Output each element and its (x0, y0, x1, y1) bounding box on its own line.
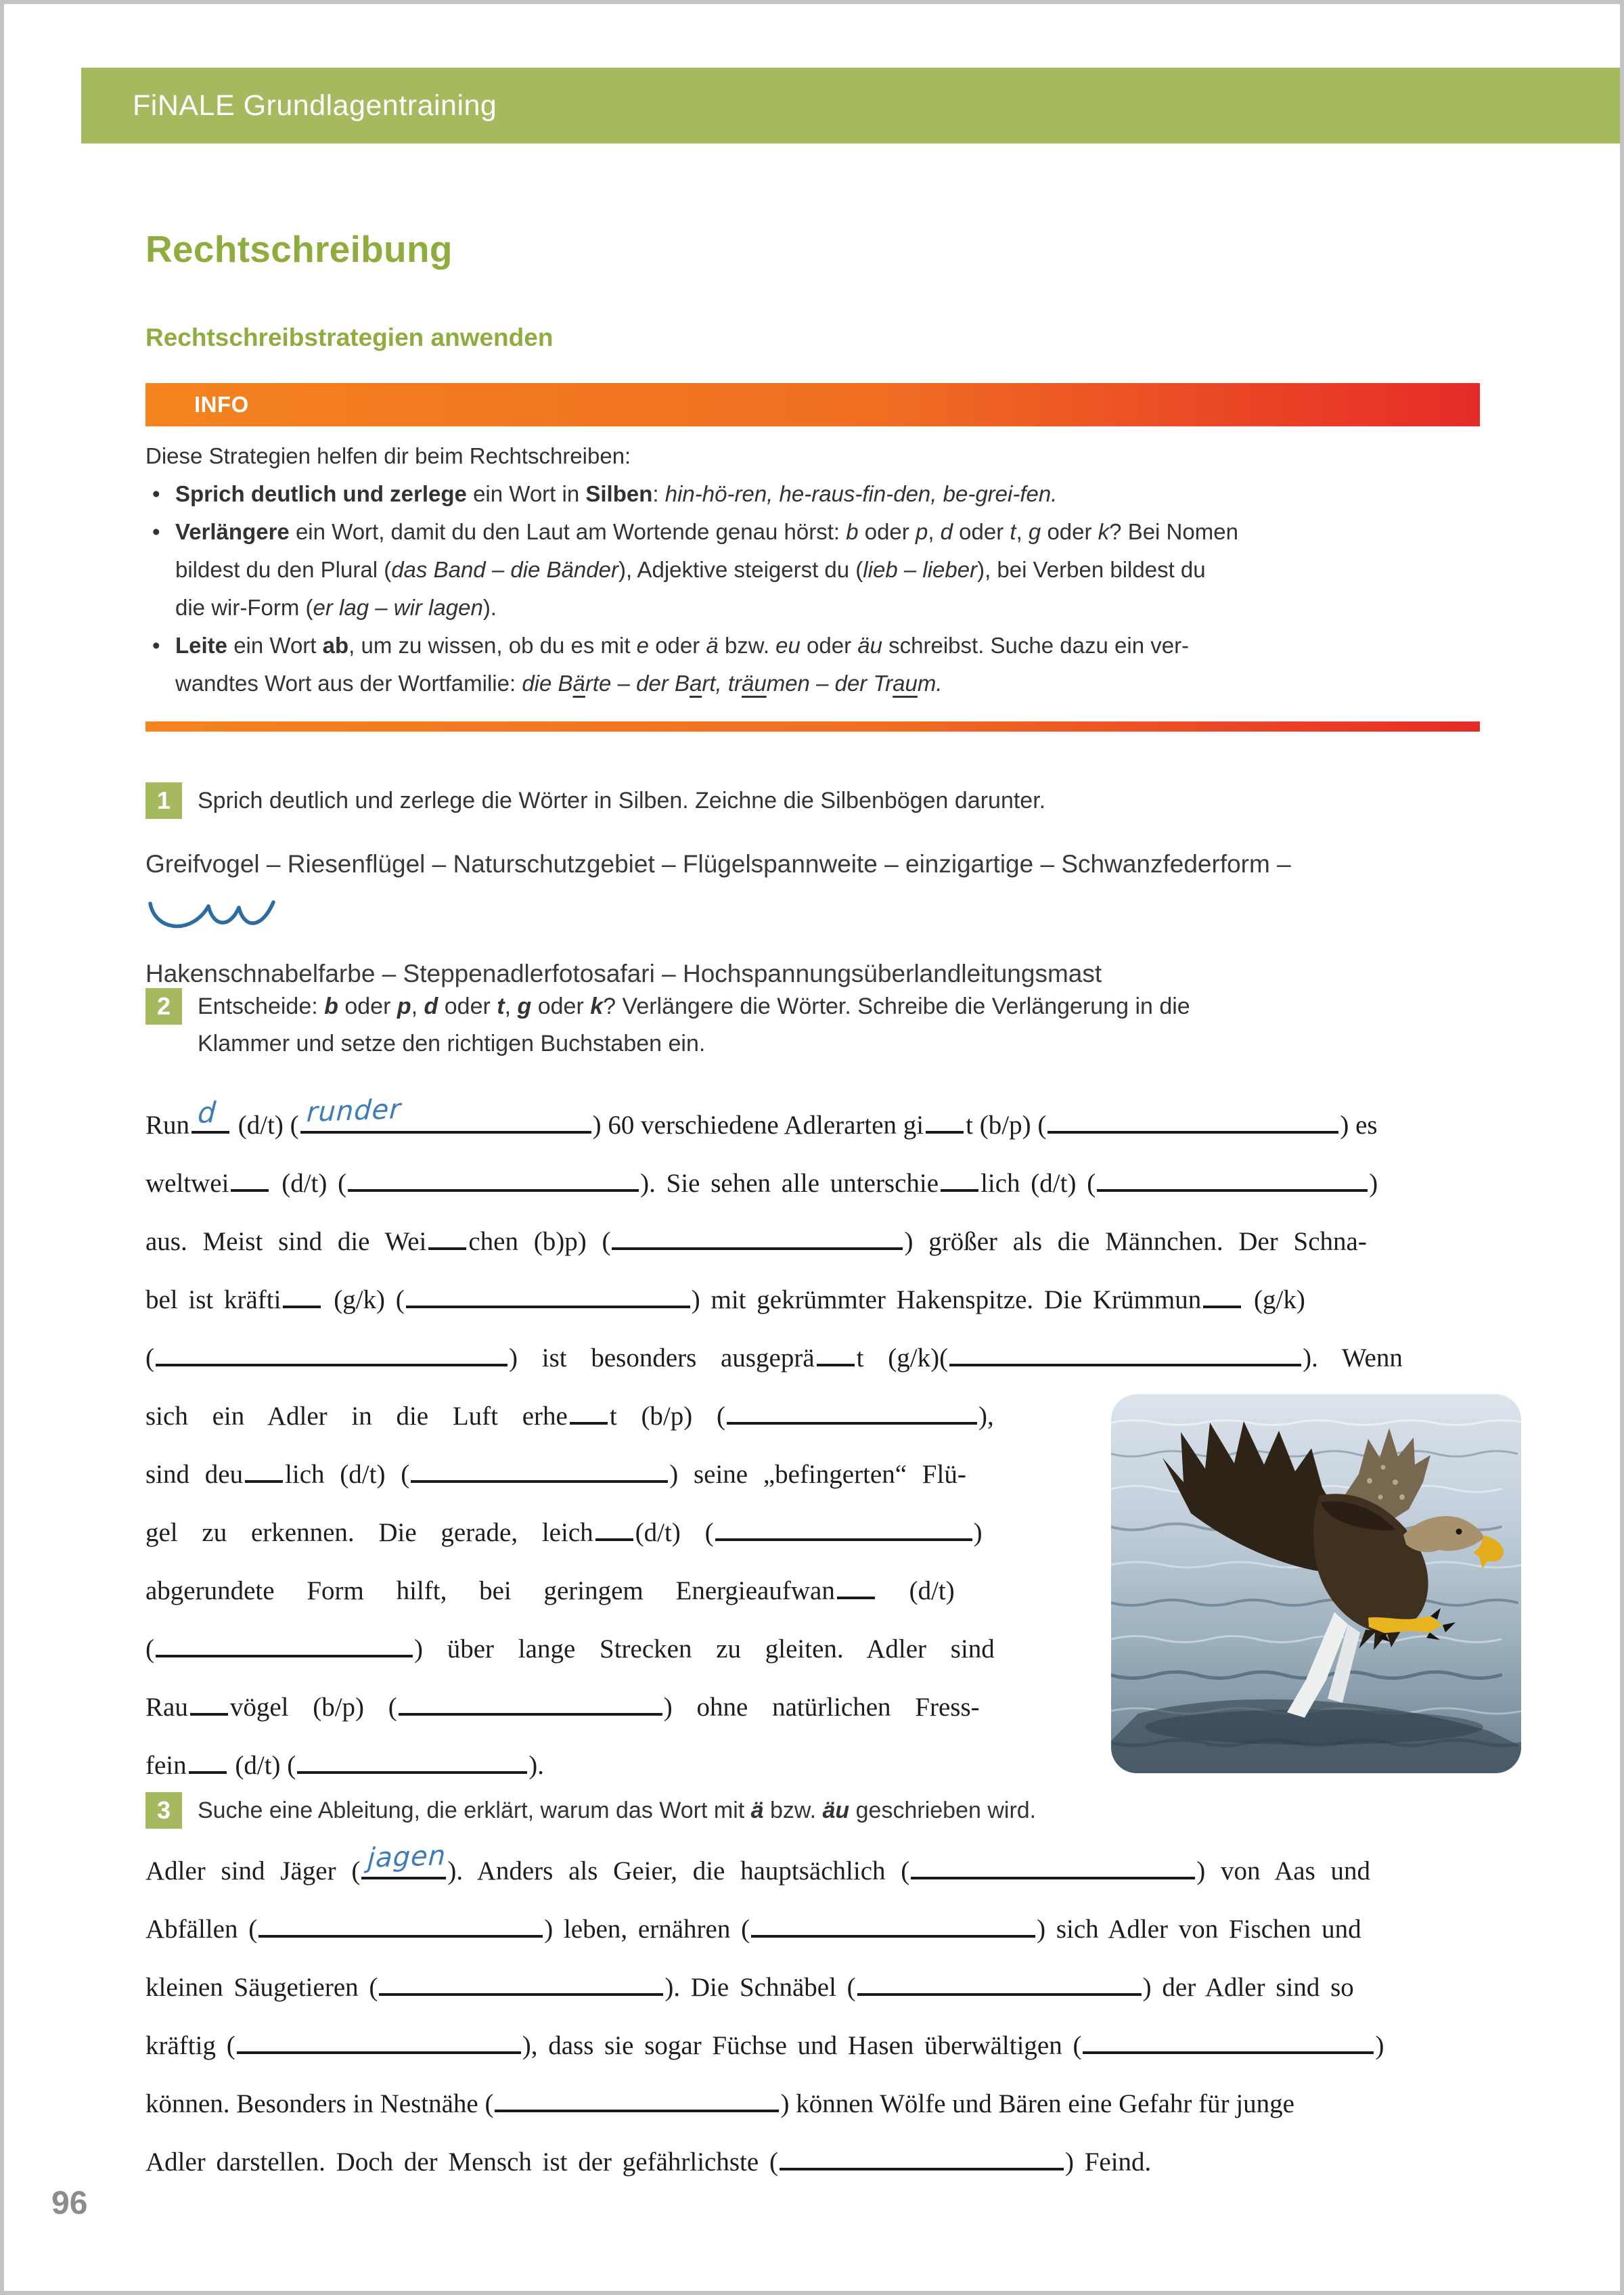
cloze-line: Rau vögel (b/p) ( ) ohne natürlichen Fress- (145, 1693, 980, 1722)
letter-gap[interactable] (570, 1419, 608, 1425)
cloze-line: kräftig ( ), dass sie sogar Füchse und Hasen überwältigen ( ) (145, 2031, 1384, 2060)
cloze-line: ( ) über lange Strecken zu gleiten. Adler sind (145, 1634, 995, 1664)
task-3-number: 3 (145, 1792, 182, 1829)
answer-blank[interactable] (300, 1094, 591, 1134)
cloze-line: gel zu erkennen. Die gerade, leich (d/t) ( ) (145, 1518, 983, 1547)
word-list-line-1: Greifvogel – Riesenflügel – Naturschutzgebiet – Flügelspannweite – einzigartige – Schwanzfederform – (145, 850, 1291, 878)
letter-gap[interactable] (817, 1360, 855, 1366)
word-list-line-2: Hakenschnabelfarbe – Steppenadlerfotosafari – Hochspannungsüberlandleitungsmast (145, 960, 1102, 987)
app-header (81, 68, 1620, 143)
answer-blank[interactable] (949, 1360, 1301, 1366)
letter-gap[interactable] (191, 1095, 229, 1134)
letter-gap[interactable] (283, 1302, 321, 1308)
cloze-line: aus. Meist sind die Wei chen (b)p) ( ) größer als die Männchen. Der Schna- (145, 1227, 1367, 1256)
info-bullet-derive: • Leite ein Wort ab, um zu wissen, ob du es mit e oder ä bzw. eu oder äu schreibst. Suche dazu ein ver- wandtes Wort aus der Wortfamilie: die Bärte – der Bart, träumen – der Traum. (145, 627, 1492, 703)
info-box-footer-bar (145, 721, 1480, 732)
task-2-number: 2 (145, 988, 182, 1025)
cloze-line: können. Besonders in Nestnähe ( ) können Wölfe und Bären eine Gefahr für junge (145, 2089, 1294, 2118)
cloze-line: Adler darstellen. Doch der Mensch ist der gefährlichste ( ) Feind. (145, 2147, 1152, 2177)
answer-blank[interactable] (857, 1990, 1142, 1996)
answer-blank[interactable] (237, 2048, 521, 2054)
answer-blank[interactable] (361, 1840, 447, 1879)
task-1-number: 1 (145, 782, 182, 819)
cloze-line: sich ein Adler in die Luft erhe t (b/p) ( ), (145, 1402, 994, 1431)
page-title: Rechtschreibung (145, 228, 453, 270)
cloze-line: Run d (d/t) ( runder ) 60 verschiedene Adlerarten gi t (b/p) ( ) es (145, 1094, 1378, 1140)
syllable-arcs-drawing[interactable] (146, 897, 281, 940)
handwritten-answer: runder (305, 1094, 402, 1128)
header-title: FiNALE Grundlagentraining (133, 89, 497, 122)
answer-blank[interactable] (348, 1186, 639, 1192)
answer-blank[interactable] (1047, 1128, 1338, 1134)
answer-blank[interactable] (1083, 2048, 1374, 2054)
letter-gap[interactable] (1203, 1302, 1241, 1308)
cloze-line: sind deu lich (d/t) ( ) seine „befingerten“ Flü- (145, 1460, 966, 1489)
answer-blank[interactable] (780, 2164, 1064, 2170)
info-label: INFO (194, 392, 249, 417)
letter-gap[interactable] (428, 1244, 466, 1250)
answer-blank[interactable] (715, 1535, 972, 1541)
answer-blank[interactable] (406, 1302, 690, 1308)
answer-blank[interactable] (297, 1768, 527, 1774)
cloze-line: weltwei (d/t) ( ). Sie sehen alle unterschie lich (d/t) ( ) (145, 1169, 1378, 1198)
eagle-photo (1111, 1394, 1521, 1773)
info-intro: Diese Strategien helfen dir beim Rechtschreiben: (145, 443, 631, 468)
page-number: 96 (51, 2185, 88, 2221)
answer-blank[interactable] (727, 1419, 977, 1425)
cloze-line: abgerundete Form hilft, bei geringem Energieaufwan (d/t) (145, 1576, 955, 1605)
water-reflection-core (1145, 1710, 1483, 1745)
answer-blank[interactable] (751, 1932, 1035, 1938)
eagle-over-water-illustration (1111, 1394, 1521, 1773)
handwritten-answer: d (197, 1095, 218, 1130)
info-box-header (145, 383, 1480, 426)
answer-blank[interactable] (495, 2106, 779, 2112)
task-3-instruction: Suche eine Ableitung, die erklärt, warum das Wort mit ä bzw. äu geschrieben wird. (198, 1798, 1037, 1823)
info-bullet-lengthen: • Verlängere ein Wort, damit du den Laut am Wortende genau hörst: b oder p, d oder t, g oder k? Bei Nomen bildest du den Plural (das Band – die Bänder), Adjektive steigerst du (lieb – lieber), bei Verben bildest du die wir-Form (er lag – wir lagen). (145, 513, 1492, 627)
answer-blank[interactable] (399, 1710, 662, 1716)
letter-gap[interactable] (189, 1768, 227, 1774)
letter-gap[interactable] (190, 1710, 228, 1716)
cloze-line: bel ist kräfti (g/k) ( ) mit gekrümmter Hakenspitze. Die Krümmun (g/k) (145, 1285, 1305, 1314)
cloze-line: ( ) ist besonders ausgeprä t (g/k)( ). Wenn (145, 1343, 1403, 1373)
answer-blank[interactable] (911, 1873, 1195, 1879)
section-subtitle: Rechtschreibstrategien anwenden (145, 324, 554, 351)
letter-gap[interactable] (245, 1477, 283, 1483)
info-bullet-list (145, 475, 1492, 703)
eagle-eye (1456, 1529, 1462, 1535)
letter-gap[interactable] (926, 1128, 964, 1134)
info-bullet-syllables: • Sprich deutlich und zerlege ein Wort in Silben: hin-hö-ren, he-raus-fin-den, be-grei-fen. (145, 475, 1492, 513)
cloze-line: Abfällen ( ) leben, ernähren ( ) sich Adler von Fischen und (145, 1915, 1361, 1944)
answer-blank[interactable] (156, 1651, 413, 1657)
task-1-instruction: Sprich deutlich und zerlege die Wörter in Silben. Zeichne die Silbenbögen darunter. (198, 788, 1046, 814)
answer-blank[interactable] (258, 1932, 543, 1938)
syllable-arc-strokes (150, 902, 273, 927)
answer-blank[interactable] (1097, 1186, 1368, 1192)
handwritten-answer: jagen (367, 1840, 447, 1874)
letter-gap[interactable] (595, 1535, 633, 1541)
letter-gap[interactable] (231, 1186, 269, 1192)
letter-gap[interactable] (837, 1593, 875, 1599)
answer-blank[interactable] (612, 1244, 903, 1250)
letter-gap[interactable] (941, 1186, 978, 1192)
cloze-line: fein (d/t) ( ). (145, 1751, 545, 1780)
cloze-line: Adler sind Jäger ( jagen ). Anders als Geier, die hauptsächlich ( ) von Aas und (145, 1840, 1371, 1886)
info-box-body (145, 437, 1492, 703)
answer-blank[interactable] (156, 1360, 508, 1366)
task-2-instruction: Entscheide: b oder p, d oder t, g oder k? Verlängere die Wörter. Schreibe die Verlängerung in die Klammer und setze den richtigen Buchstaben ein. (198, 994, 1190, 1056)
cloze-line: kleinen Säugetieren ( ). Die Schnäbel ( ) der Adler sind so (145, 1973, 1354, 2002)
answer-blank[interactable] (379, 1990, 663, 1996)
answer-blank[interactable] (411, 1477, 668, 1483)
